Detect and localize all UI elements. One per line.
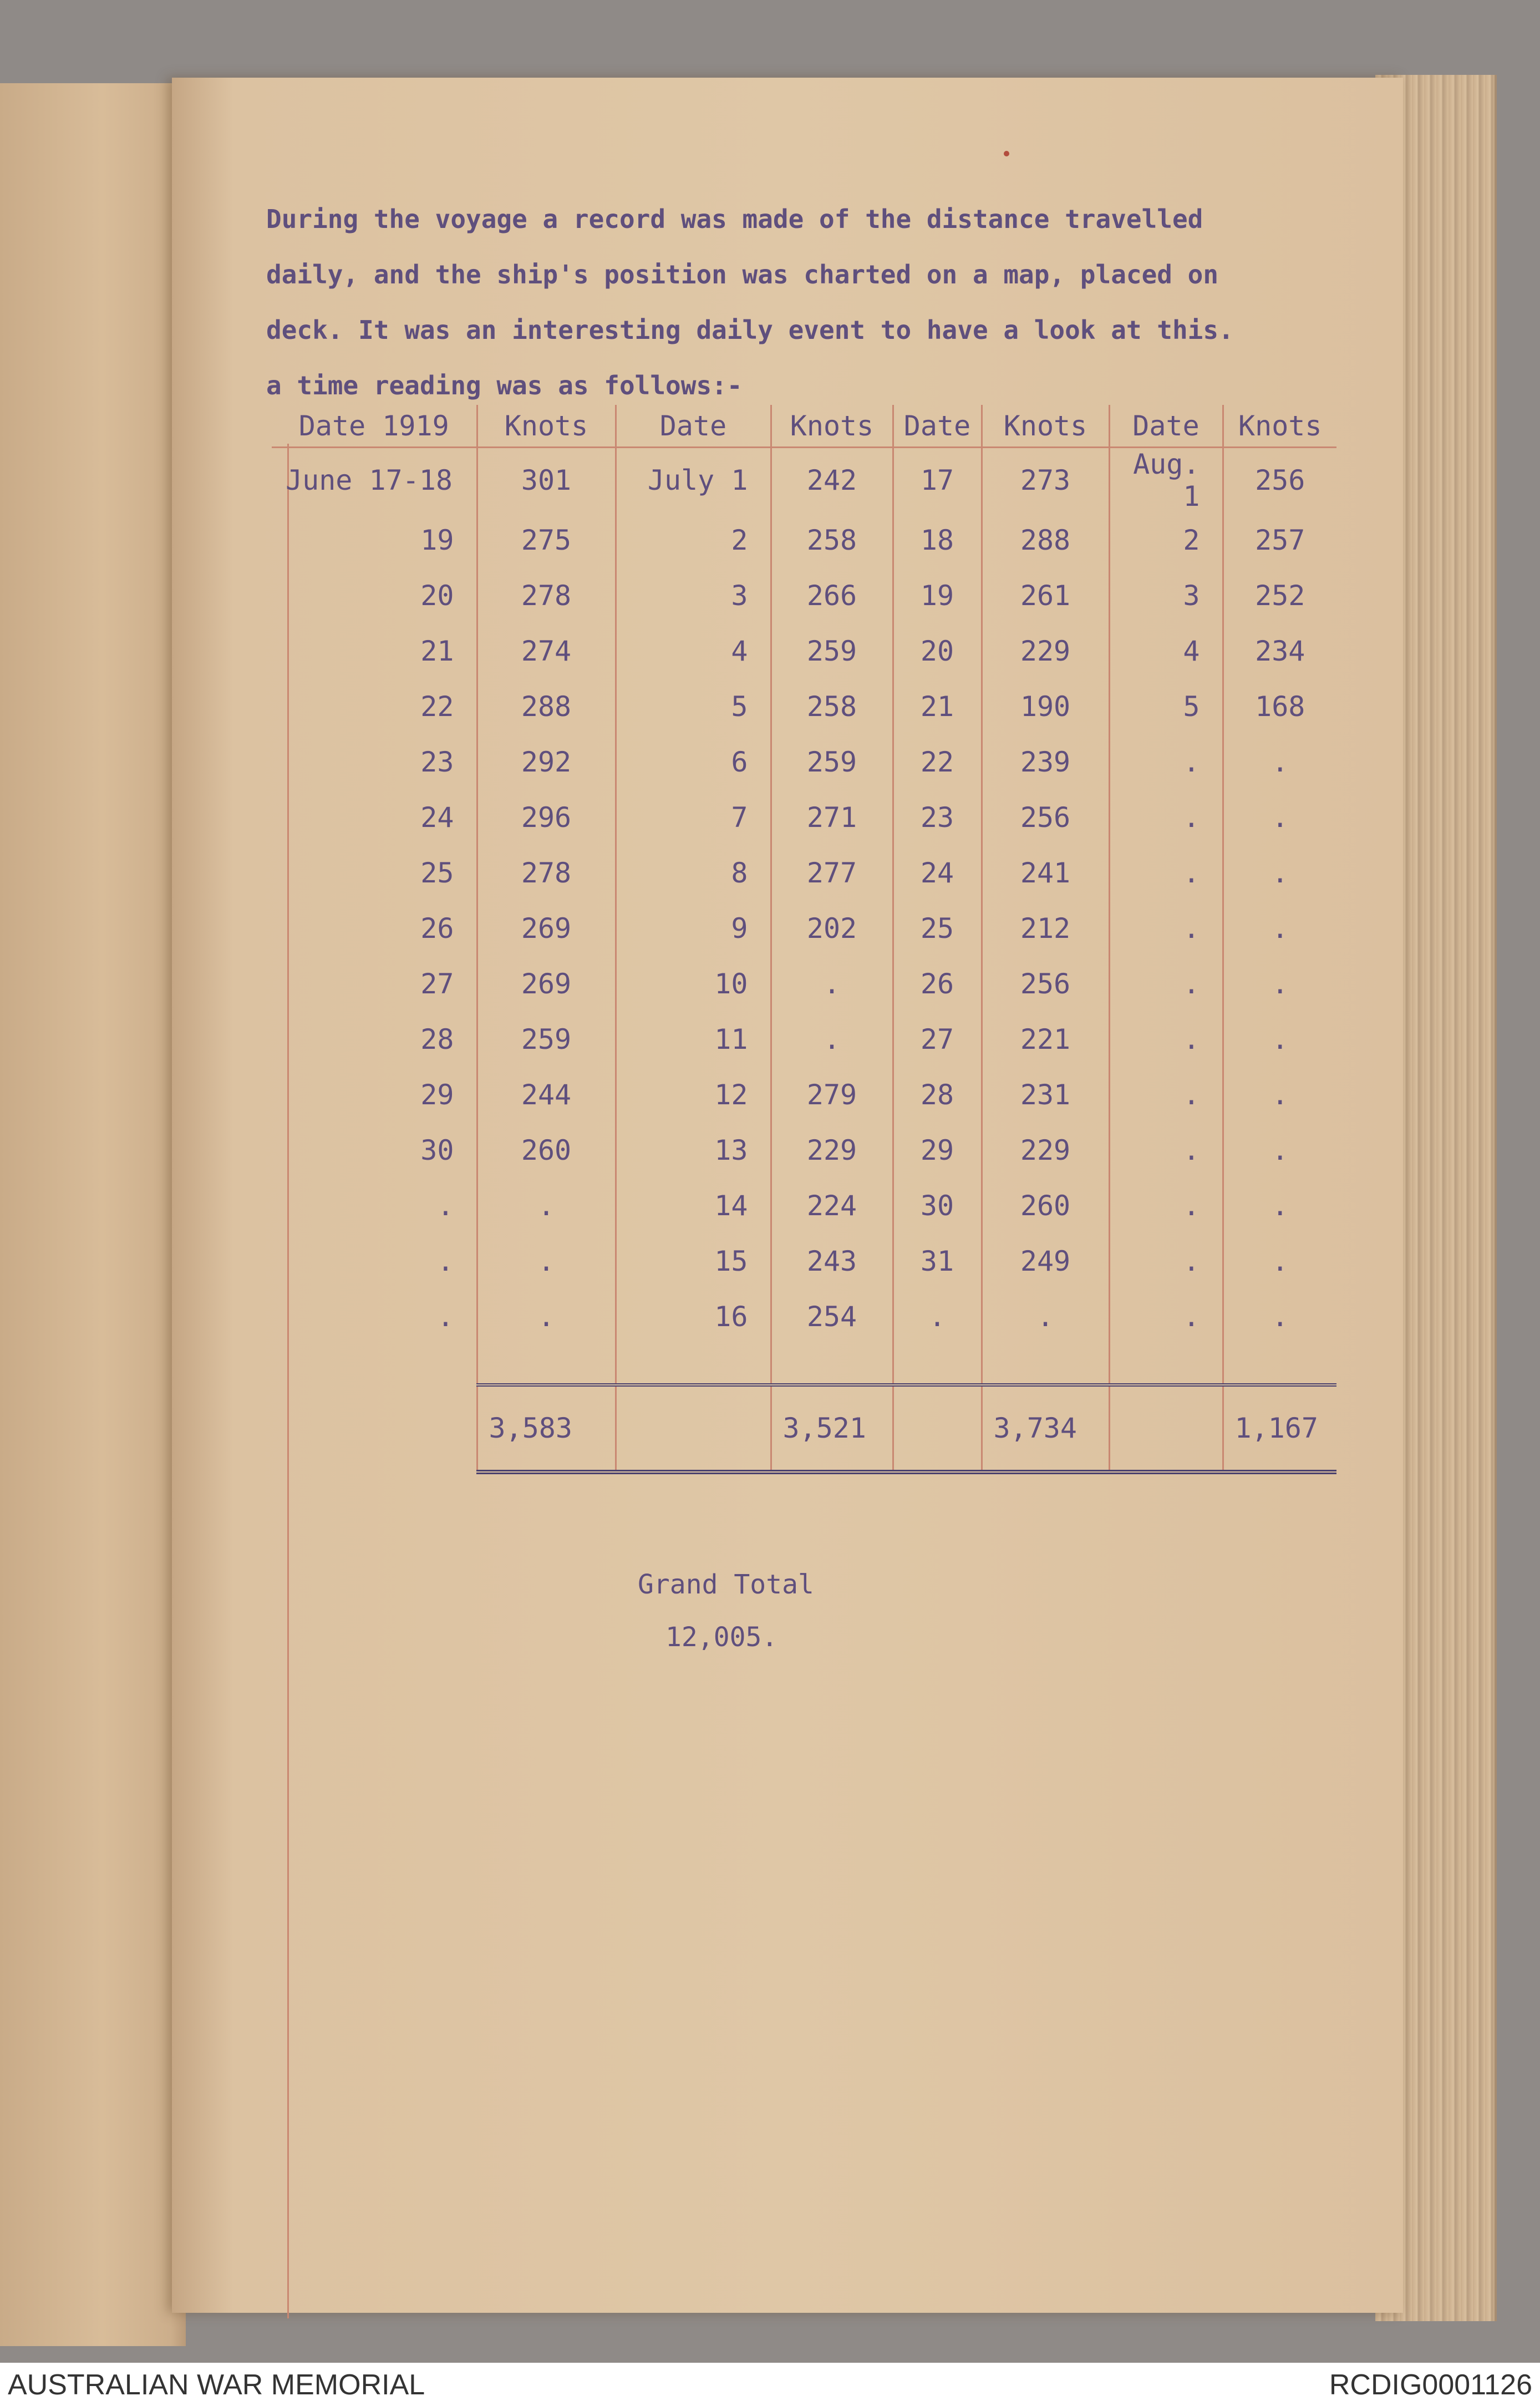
table-cell: 244 (477, 1067, 616, 1123)
table-spacer-cell (1109, 1344, 1223, 1385)
table-cell: 27 (893, 1012, 982, 1067)
table-cell: 277 (771, 845, 893, 901)
table-cell: 22 (420, 691, 454, 723)
table-header-cell: Knots (771, 405, 893, 448)
table-cell: . (1109, 901, 1223, 956)
table-cell: 241 (982, 845, 1109, 901)
table-row (272, 448, 1336, 513)
table-spacer-cell (616, 1344, 771, 1385)
table-spacer-cell (1223, 1344, 1336, 1385)
table-total-cell: 3,521 (771, 1385, 893, 1472)
table-cell: 6 (616, 734, 771, 790)
table-body (272, 448, 1336, 1473)
table-cell: 258 (771, 512, 893, 568)
table-cell: 239 (982, 734, 1109, 790)
table-cell: . (1223, 1123, 1336, 1178)
table-cell: . (1109, 845, 1223, 901)
table-cell: 22 (893, 734, 982, 790)
table-header-cell: Date (616, 405, 771, 448)
table-cell: 278 (477, 845, 616, 901)
table-cell: 259 (771, 734, 893, 790)
table-cell: 19 (420, 524, 454, 556)
grand-total-label: Grand Total (638, 1569, 814, 1600)
table-cell: 2 (1109, 512, 1223, 568)
table-cell: . (1223, 1012, 1336, 1067)
intro-line: During the voyage a record was made of the distance travelled (266, 204, 1203, 234)
table-cell: . (477, 1289, 616, 1344)
table-cell: 14 (616, 1178, 771, 1234)
table-cell: 202 (771, 901, 893, 956)
table-cell: . (1109, 956, 1223, 1012)
table-cell: 292 (477, 734, 616, 790)
grand-total-value: 12,005. (665, 1622, 778, 1653)
table-total-cell (893, 1385, 982, 1472)
table-cell: . (477, 1234, 616, 1289)
table-cell: . (1223, 956, 1336, 1012)
table-cell: 30 (420, 1134, 454, 1166)
table-cell: 242 (771, 448, 893, 513)
table-cell: . (1223, 1178, 1336, 1234)
table-cell: 212 (982, 901, 1109, 956)
table-row (272, 901, 1336, 956)
table-cell: 4 (616, 623, 771, 679)
table-cell: 17 (893, 448, 982, 513)
table-cell: 24 (420, 801, 454, 834)
table-cell: 25 (893, 901, 982, 956)
table-cell: 31 (893, 1234, 982, 1289)
table-cell: 2 (616, 512, 771, 568)
table-cell: 274 (477, 623, 616, 679)
table-cell: 221 (982, 1012, 1109, 1067)
left-page (0, 83, 186, 2346)
table-cell: . (1109, 1178, 1223, 1234)
table-row (272, 1123, 1336, 1178)
table-cell: Aug. 1 (1109, 448, 1223, 513)
table-cell: 252 (1223, 568, 1336, 623)
table-cell: 266 (771, 568, 893, 623)
table-cell: . (437, 1190, 454, 1222)
table-total-cell: 3,734 (982, 1385, 1109, 1472)
table-row (272, 845, 1336, 901)
table-cell: . (771, 1012, 893, 1067)
footer-id: RCDIG0001126 (1329, 2369, 1532, 2401)
table-row (272, 790, 1336, 845)
table-total-cell: 3,583 (477, 1385, 616, 1472)
table-cell: . (1109, 734, 1223, 790)
table-spacer-cell (477, 1344, 616, 1385)
table-cell: 229 (982, 623, 1109, 679)
table-row (272, 1067, 1336, 1123)
table-cell: 29 (893, 1123, 982, 1178)
table-cell: . (1109, 1012, 1223, 1067)
table-cell: 25 (420, 857, 454, 889)
table-cell: . (771, 956, 893, 1012)
table-cell: 249 (982, 1234, 1109, 1289)
table-cell: 15 (616, 1234, 771, 1289)
table-cell: 21 (893, 679, 982, 734)
table-cell: 3 (616, 568, 771, 623)
table-cell: . (1109, 790, 1223, 845)
table-cell: 256 (982, 956, 1109, 1012)
table-cell: 273 (982, 448, 1109, 513)
table-cell: 11 (616, 1012, 771, 1067)
table-cell: 3 (1109, 568, 1223, 623)
table-cell: 20 (420, 580, 454, 612)
table-row (272, 512, 1336, 568)
table-cell: 20 (893, 623, 982, 679)
table-cell: 23 (893, 790, 982, 845)
table-cell: . (1223, 1234, 1336, 1289)
table-cell: 10 (616, 956, 771, 1012)
table-cell: . (477, 1178, 616, 1234)
table-cell: 278 (477, 568, 616, 623)
table-cell: 26 (893, 956, 982, 1012)
table-cell: 23 (420, 746, 454, 778)
table-cell: 254 (771, 1289, 893, 1344)
table-cell: 260 (982, 1178, 1109, 1234)
table-cell: 269 (477, 956, 616, 1012)
intro-line: daily, and the ship's position was charted on a map, placed on (266, 260, 1219, 290)
table-cell: 231 (982, 1067, 1109, 1123)
table-cell: 243 (771, 1234, 893, 1289)
table-row (272, 1012, 1336, 1067)
table-cell: 190 (982, 679, 1109, 734)
table-header-cell: Date (893, 405, 982, 448)
table-header-cell: Date 1919 (272, 405, 477, 448)
table-cell: 8 (616, 845, 771, 901)
table-cell: 234 (1223, 623, 1336, 679)
table-header-cell: Knots (1223, 405, 1336, 448)
table-row (272, 734, 1336, 790)
table-spacer-row (272, 1344, 1336, 1385)
footer-bar (0, 2363, 1540, 2406)
table-row (272, 1234, 1336, 1289)
table-header-row (272, 405, 1336, 448)
table-cell: . (893, 1289, 982, 1344)
table-cell: 30 (893, 1178, 982, 1234)
table-cell: 9 (616, 901, 771, 956)
table-cell: . (1109, 1067, 1223, 1123)
table-cell: 296 (477, 790, 616, 845)
table-cell: . (437, 1301, 454, 1333)
table-cell: 279 (771, 1067, 893, 1123)
table-header-cell: Knots (982, 405, 1109, 448)
table-cell: 168 (1223, 679, 1336, 734)
table-row (272, 1289, 1336, 1344)
table-cell: 29 (420, 1079, 454, 1111)
intro-paragraph (266, 191, 1375, 413)
table-cell: 26 (420, 912, 454, 945)
table-cell: 28 (420, 1023, 454, 1055)
table-cell: 28 (893, 1067, 982, 1123)
table-spacer-cell (893, 1344, 982, 1385)
table-total-cell (616, 1385, 771, 1472)
table-spacer-cell (771, 1344, 893, 1385)
table-total-cell (1109, 1385, 1223, 1472)
table-cell: 224 (771, 1178, 893, 1234)
distance-table (272, 405, 1336, 1474)
table-spacer-cell (982, 1344, 1109, 1385)
table-cell: 260 (477, 1123, 616, 1178)
table-cell: 259 (477, 1012, 616, 1067)
table-cell: . (1109, 1234, 1223, 1289)
table-cell: 5 (616, 679, 771, 734)
table-cell: 7 (616, 790, 771, 845)
table-cell: 18 (893, 512, 982, 568)
grand-total (638, 1559, 970, 1664)
table-row (272, 1178, 1336, 1234)
table-cell: . (1223, 1067, 1336, 1123)
table-cell: 258 (771, 679, 893, 734)
table-row (272, 956, 1336, 1012)
table-cell: 256 (1223, 448, 1336, 513)
table-cell: 229 (982, 1123, 1109, 1178)
table-cell: June 17-18 (286, 464, 453, 496)
table-cell: 288 (477, 679, 616, 734)
table-cell: 269 (477, 901, 616, 956)
table-spacer-cell (272, 1344, 477, 1385)
table-cell: . (1223, 845, 1336, 901)
table-cell: . (1223, 734, 1336, 790)
table-cell: 5 (1109, 679, 1223, 734)
table-cell: . (1223, 901, 1336, 956)
table-cell: 27 (420, 968, 454, 1000)
table-cell: 301 (477, 448, 616, 513)
table-row (272, 568, 1336, 623)
ink-speck (1004, 151, 1009, 156)
table-cell: 257 (1223, 512, 1336, 568)
table-cell: 12 (616, 1067, 771, 1123)
intro-line: deck. It was an interesting daily event to have a look at this. (266, 315, 1234, 345)
table-cell: 271 (771, 790, 893, 845)
table-cell: 256 (982, 790, 1109, 845)
table-total-cell (272, 1385, 477, 1472)
table-cell: July 1 (616, 448, 771, 513)
table-cell: 16 (616, 1289, 771, 1344)
table-cell: 259 (771, 623, 893, 679)
table-cell: . (1223, 1289, 1336, 1344)
table-cell: . (1109, 1289, 1223, 1344)
table-cell: 4 (1109, 623, 1223, 679)
table-header-cell: Date (1109, 405, 1223, 448)
table-cell: . (1223, 790, 1336, 845)
table-cell: 24 (893, 845, 982, 901)
footer-credit: AUSTRALIAN WAR MEMORIAL (8, 2369, 425, 2401)
table-header-cell: Knots (477, 405, 616, 448)
table-cell: 19 (893, 568, 982, 623)
table-cell: . (437, 1245, 454, 1277)
table-totals-row (272, 1385, 1336, 1472)
table-row (272, 679, 1336, 734)
table-cell: 261 (982, 568, 1109, 623)
intro-line: a time reading was as follows:- (266, 370, 743, 400)
table-row (272, 623, 1336, 679)
table-cell: 275 (477, 512, 616, 568)
table-cell: 13 (616, 1123, 771, 1178)
table-cell: . (1109, 1123, 1223, 1178)
table-cell: . (982, 1289, 1109, 1344)
table-cell: 229 (771, 1123, 893, 1178)
table-cell: 21 (420, 635, 454, 667)
table-cell: 288 (982, 512, 1109, 568)
table-total-cell: 1,167 (1223, 1385, 1336, 1472)
